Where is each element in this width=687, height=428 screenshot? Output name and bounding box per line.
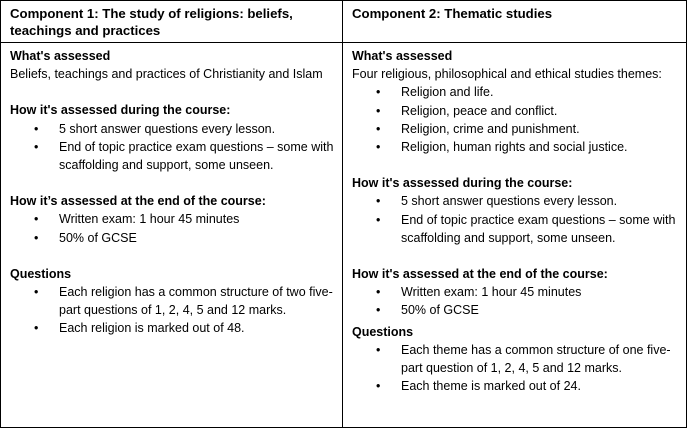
list-item: • Each theme is marked out of 24. bbox=[401, 377, 679, 395]
during-course-list bbox=[10, 120, 335, 175]
whats-assessed-text: Four religious, philosophical and ethical studies themes: bbox=[352, 67, 662, 82]
component-2-header: Component 2: Thematic studies bbox=[343, 1, 687, 43]
during-course-heading: How it's assessed during the course: bbox=[352, 176, 573, 191]
whats-assessed-heading: What's assessed bbox=[352, 49, 453, 63]
content-row bbox=[1, 43, 687, 428]
list-item: • 50% of GCSE bbox=[401, 301, 679, 319]
list-item: • Each theme has a common structure of one five-part question of 1, 2, 4, 5 and 12 marks. bbox=[401, 341, 679, 377]
questions-list bbox=[10, 283, 335, 338]
list-item: • 5 short answer questions every lesson. bbox=[59, 120, 335, 138]
end-of-course-list bbox=[10, 210, 335, 246]
end-of-course-heading: How it's assessed at the end of the course: bbox=[352, 267, 608, 282]
list-item: • Religion, peace and conflict. bbox=[401, 102, 679, 120]
list-item: • End of topic practice exam questions – some with scaffolding and support, some unseen. bbox=[401, 211, 679, 247]
questions-list bbox=[352, 341, 679, 396]
during-course-heading: How it's assessed during the course: bbox=[10, 103, 231, 118]
list-item: • Religion and life. bbox=[401, 83, 679, 101]
list-item: • Religion, human rights and social justice. bbox=[401, 138, 679, 156]
list-item: • End of topic practice exam questions – some with scaffolding and support, some unseen. bbox=[59, 138, 335, 174]
header-row bbox=[1, 1, 687, 43]
component-1-cell bbox=[1, 43, 343, 428]
themes-list bbox=[352, 83, 679, 156]
end-of-course-heading: How it’s assessed at the end of the course: bbox=[10, 194, 266, 209]
during-course-list bbox=[352, 192, 679, 247]
questions-heading: Questions bbox=[10, 266, 72, 281]
questions-heading: Questions bbox=[352, 324, 414, 339]
component-2-cell bbox=[343, 43, 687, 428]
whats-assessed-heading: What's assessed bbox=[10, 49, 111, 63]
list-item: • Each religion has a common structure of two five-part questions of 1, 2, 4, 5 and 12 marks. bbox=[59, 283, 335, 319]
list-item: • Each religion is marked out of 48. bbox=[59, 319, 335, 337]
list-item: • 5 short answer questions every lesson. bbox=[401, 192, 679, 210]
list-item: • Religion, crime and punishment. bbox=[401, 120, 679, 138]
list-item: • Written exam: 1 hour 45 minutes bbox=[401, 283, 679, 301]
end-of-course-list bbox=[352, 283, 679, 319]
list-item: • Written exam: 1 hour 45 minutes bbox=[59, 210, 335, 228]
list-item: • 50% of GCSE bbox=[59, 229, 335, 247]
component-1-header: Component 1: The study of religions: beliefs, teachings and practices bbox=[1, 1, 343, 43]
whats-assessed-text: Beliefs, teachings and practices of Christianity and Islam bbox=[10, 67, 323, 82]
